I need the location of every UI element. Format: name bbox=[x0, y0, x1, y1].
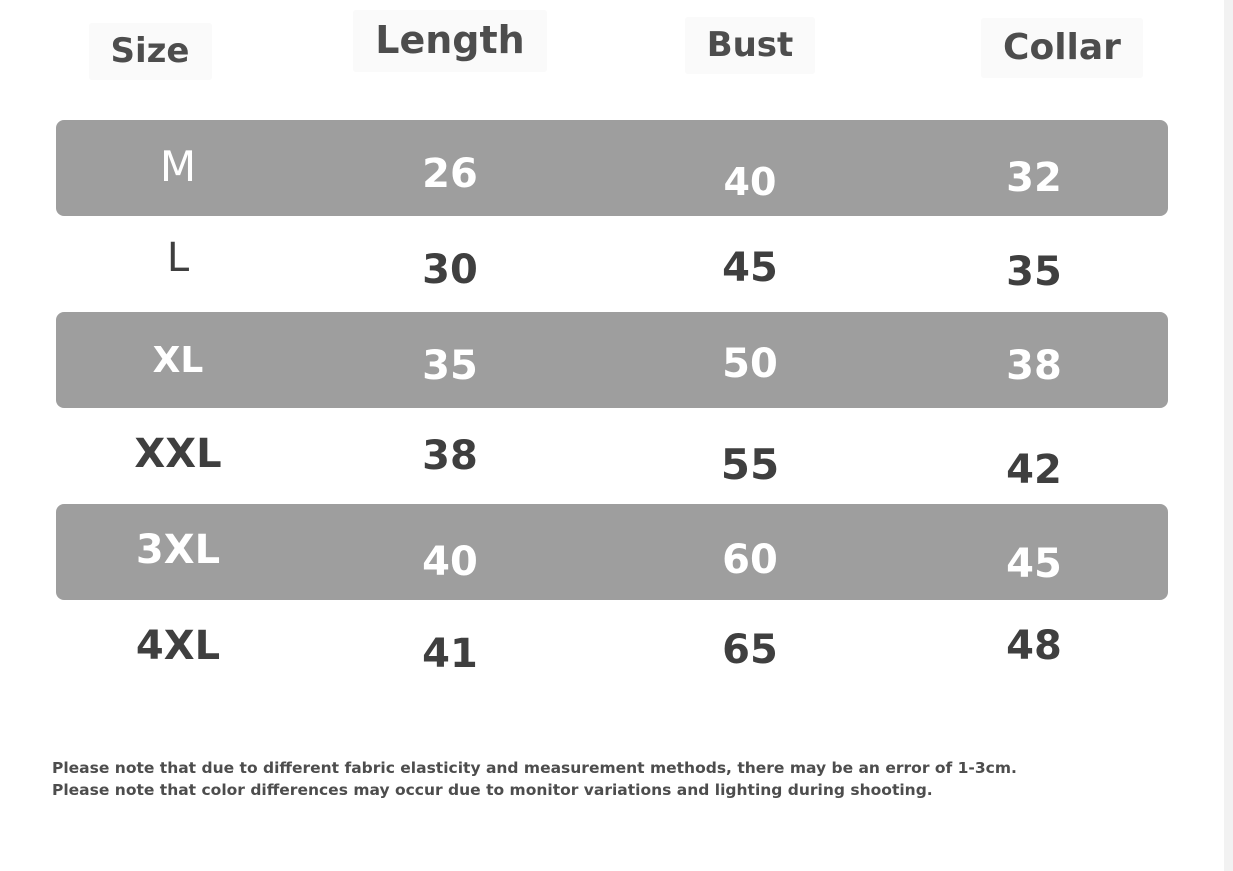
cell-bust: 65 bbox=[722, 627, 778, 673]
disclaimer-notes bbox=[52, 758, 1052, 803]
cell-length: 30 bbox=[422, 247, 478, 293]
cell-collar: 35 bbox=[1006, 249, 1062, 295]
cell-collar: 45 bbox=[1006, 541, 1062, 587]
cell-bust: 40 bbox=[723, 160, 777, 204]
cell-bust: 60 bbox=[722, 537, 778, 583]
cell-bust: 50 bbox=[722, 341, 778, 387]
page-right-edge bbox=[1224, 0, 1233, 871]
cell-size: XXL bbox=[134, 431, 222, 477]
cell-collar: 38 bbox=[1006, 343, 1062, 389]
cell-size: L bbox=[166, 235, 190, 281]
cell-size: XL bbox=[152, 339, 204, 381]
table-row bbox=[56, 408, 1168, 504]
cell-length: 41 bbox=[422, 631, 478, 677]
cell-length: 40 bbox=[422, 539, 478, 585]
cell-collar: 32 bbox=[1006, 155, 1062, 201]
cell-size: 4XL bbox=[135, 623, 221, 669]
table-row bbox=[56, 120, 1168, 216]
column-header-bust: Bust bbox=[600, 17, 900, 120]
cell-length: 35 bbox=[422, 343, 478, 389]
cell-size: M bbox=[159, 141, 197, 191]
table-row bbox=[56, 504, 1168, 600]
note-measurement-error: Please note that due to different fabric elasticity and measurement methods, there may be an error of 1-3cm. bbox=[52, 759, 1017, 777]
table-row bbox=[56, 600, 1168, 696]
column-header-size: Size bbox=[0, 23, 300, 120]
cell-bust: 55 bbox=[720, 439, 780, 489]
cell-size: 3XL bbox=[135, 527, 221, 573]
column-header-length: Length bbox=[300, 10, 600, 120]
cell-collar: 48 bbox=[1006, 623, 1062, 669]
table-header-row bbox=[0, 0, 1224, 120]
column-header-collar: Collar bbox=[900, 18, 1224, 120]
cell-length: 26 bbox=[422, 151, 478, 197]
cell-collar: 42 bbox=[1006, 447, 1062, 493]
note-color-difference: Please note that color differences may occur due to monitor variations and lighting during shooting. bbox=[52, 781, 933, 800]
table-row bbox=[56, 312, 1168, 408]
table-row bbox=[56, 216, 1168, 312]
cell-length: 38 bbox=[422, 433, 478, 479]
cell-bust: 45 bbox=[722, 245, 778, 291]
